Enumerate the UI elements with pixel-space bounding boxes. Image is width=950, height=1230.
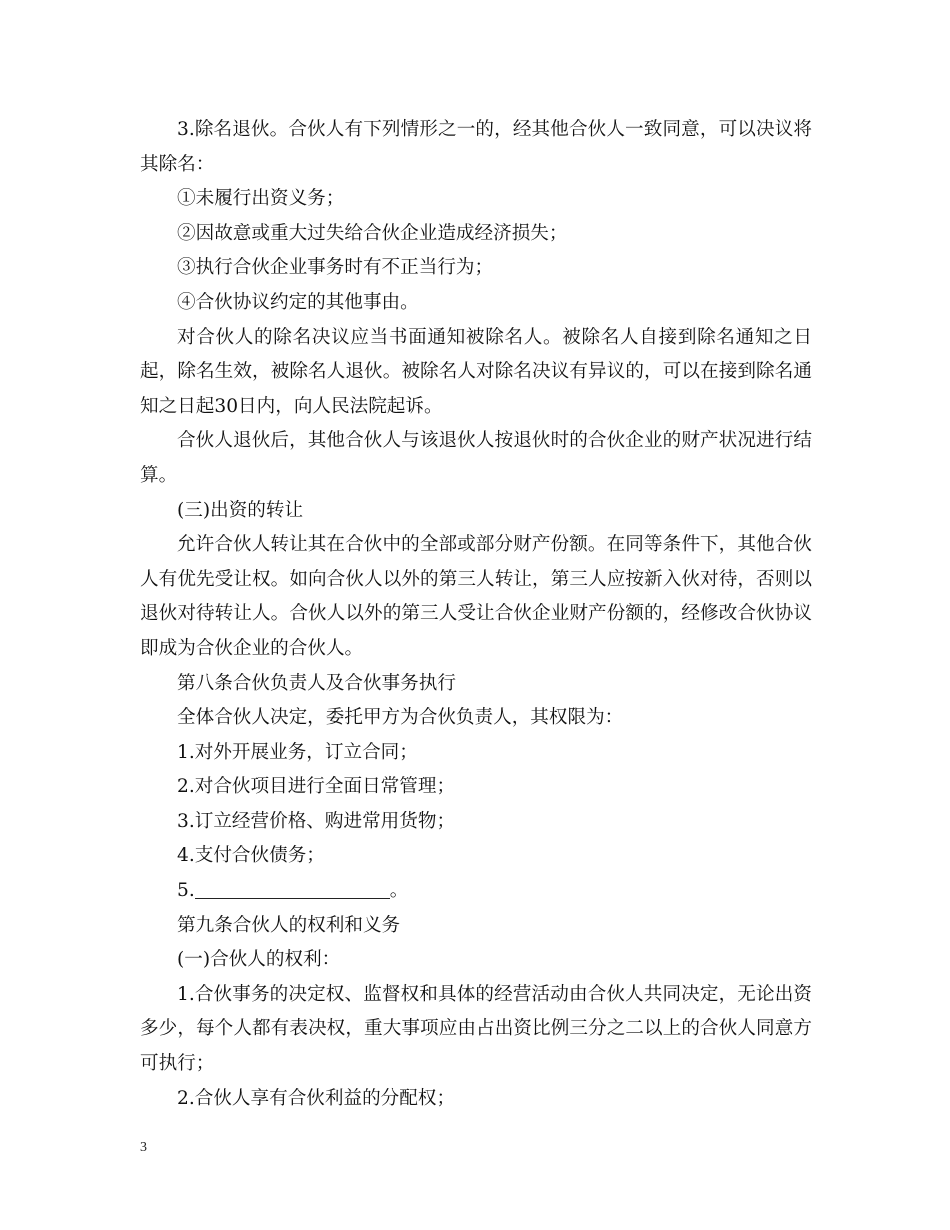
paragraph-item-3: ③执行合伙企业事务时有不正当行为； <box>177 257 494 279</box>
authority-item-1: 1.对外开展业务，订立合同； <box>177 741 418 763</box>
paragraph-item-2: ②因故意或重大过失给合伙企业造成经济损失； <box>177 222 568 244</box>
paragraph-expulsion: 3.除名退伙。合伙人有下列情形之一的，经其他合伙人一致同意，可以决议将其除名： <box>140 119 812 175</box>
authority-item-5 <box>140 874 812 909</box>
rights-item-1: 1.合伙事务的决定权、监督权和具体的经营活动由合伙人共同决定，无论出资多少，每个人都有表决权，重大事项应由占出资比例三分之二以上的合伙人同意方可执行； <box>140 983 812 1075</box>
authority-item-3: 3.订立经营价格、购进常用货物； <box>177 810 456 832</box>
paragraph-transfer: 允许合伙人转让其在合伙中的全部或部分财产份额。在同等条件下，其他合伙人有优先受让权。如向合伙人以外的第三人转让，第三人应按新入伙对待，否则以退伙对待转让人。合伙人以外的第三人受让合伙企业财产份额的，经修改合伙协议即成为合伙企业的合伙人。 <box>140 534 812 659</box>
paragraph-settlement: 合伙人退伙后，其他合伙人与该退伙人按退伙时的合伙企业的财产状况进行结算。 <box>140 430 812 486</box>
authority-item-2: 2.对合伙项目进行全面日常管理； <box>177 776 456 798</box>
heading-article-8: 第八条合伙负责人及合伙事务执行 <box>177 672 456 694</box>
page-number: 3 <box>140 1140 147 1155</box>
item-5-prefix: 5. <box>177 880 195 902</box>
heading-transfer: (三)出资的转让 <box>177 499 304 521</box>
heading-partner-rights: (一)合伙人的权利： <box>177 949 341 971</box>
fill-in-blank <box>195 876 390 899</box>
heading-article-9: 第九条合伙人的权利和义务 <box>177 914 401 936</box>
paragraph-authority: 全体合伙人决定，委托甲方为合伙负责人，其权限为： <box>177 707 624 729</box>
paragraph-expulsion-notice: 对合伙人的除名决议应当书面通知被除名人。被除名人自接到除名通知之日起，除名生效，被除名人退伙。被除名人对除名决议有异议的，可以在接到除名通知之日起30日内，向人民法院起诉。 <box>140 326 812 417</box>
item-5-suffix: 。 <box>389 880 409 902</box>
authority-item-4: 4.支付合伙债务； <box>177 845 325 867</box>
paragraph-item-4: ④合伙协议约定的其他事由。 <box>177 291 419 313</box>
paragraph-item-1: ①未履行出资义务； <box>177 188 345 210</box>
document-body <box>140 113 812 1116</box>
rights-item-2: 2.合伙人享有合伙利益的分配权； <box>177 1087 456 1109</box>
